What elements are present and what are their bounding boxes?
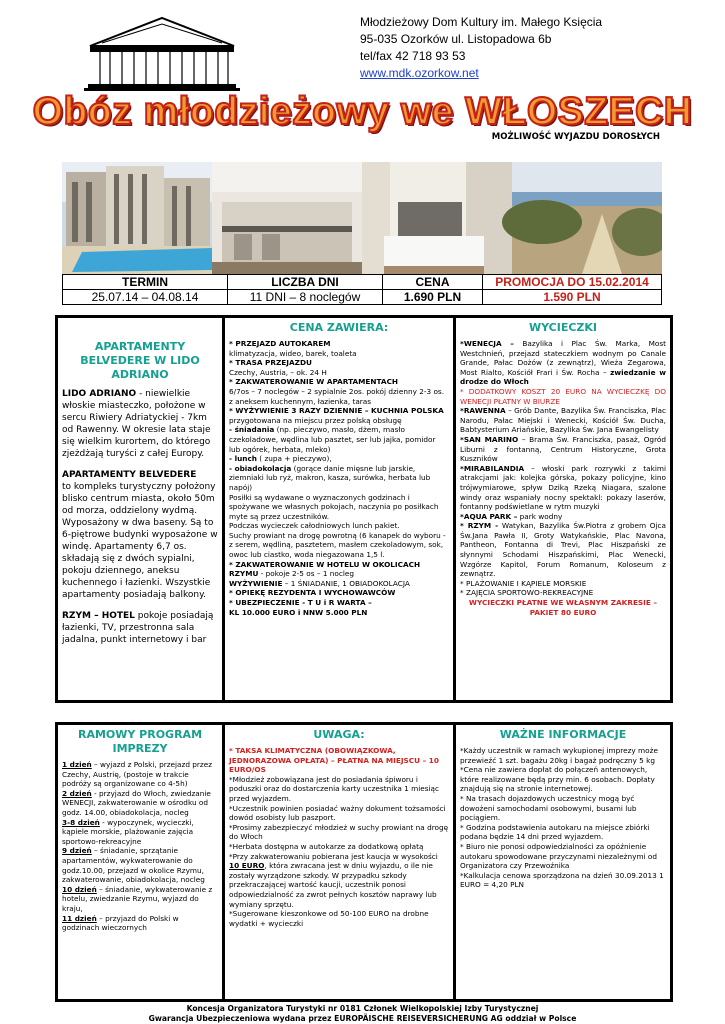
rzym-text: Watykan, Bazylika Św.Piotra z grobem Ojca Św.Jana Pawła II, Groty Watykańskie, Plac Navona, Pantheon, Fontanna di Trevi, Plac Hiszpański ze słynnymi Schodami Hiszpańskimi, Plac Wenecki, Wzgórze Kapitol, Forum Romanum, Koloseum z zewnątrz. — [460, 521, 666, 579]
info-grid-bottom — [55, 722, 673, 1002]
cena-line-text: klimatyzacja, wideo, barek, toaleta — [229, 348, 357, 358]
deposit-amount: 10 EURO — [229, 861, 265, 871]
wenecja-extra-cost: * DODATKOWY KOSZT 20 EURO NA WYCIECZKĘ DO WENECJI PŁATNY W BIURZE — [460, 386, 666, 406]
cena-line-text: ( zupa + pieczywo), — [256, 454, 332, 464]
header-promocja: PROMOCJA DO 15.02.2014 — [483, 275, 662, 290]
cena-line — [229, 493, 449, 522]
cena-section — [225, 318, 453, 700]
program-day — [62, 760, 218, 789]
uwaga-line: *Młodzież zobowiązana jest do posiadania śpiworu i poduszki oraz do dostarczenia karty uczestnika 1 miesiąc przed wyjazdem. — [229, 774, 440, 803]
wazne-section — [456, 725, 670, 999]
cena-line — [229, 521, 449, 531]
cena-value: 1.690 PLN — [383, 290, 483, 305]
climate-tax-note: * TAKSA KLIMATYCZNA (OBOWIĄZKOWA, JEDNORAZOWA OPŁATA) – PŁATNA NA MIEJSCU – 10 EURO/OS — [229, 746, 439, 775]
cena-line-text: 6/7os – 7 noclegów – 2 sypialnie 2os. pokój dzienny 2-3 os. z aneksem kuchennym, łazienka, taras — [229, 386, 445, 406]
trips-paid-note: WYCIECZKI PŁATNE WE WŁASNYM ZAKRESIE – PAKIET 80 EURO — [468, 598, 658, 617]
cena-line-bold: - obiadokolacja — [229, 463, 292, 473]
program-day-text: - wypoczynek, wycieczki, kąpiele morskie, plażowanie zajęcia sportowo-rekreacyjne — [62, 817, 194, 846]
program-title: RAMOWY PROGRAM IMPREZY — [77, 728, 203, 755]
wazne-line: *Cena nie zawiera dopłat do połączeń antenowych, które realizowane będą przy min. 6 osobach. Dopłaty znajdują się na stronie internetowej. — [460, 765, 655, 794]
cena-line-bold: - śniadania — [229, 425, 275, 435]
rzym-label: * RZYM - — [460, 521, 499, 531]
uwaga-line: *Herbata dostępna w autokarze za dodatkową opłatą — [229, 841, 424, 851]
program-day-text: – przyjazd do Polski w godzinach wieczornych — [62, 913, 179, 933]
wenecja-note: zwiedzanie w drodze do Włoch — [460, 367, 667, 387]
lido-name: LIDO ADRIANO — [62, 389, 137, 399]
cena-line — [229, 531, 449, 560]
cena-line-text: Czechy, Austria, – ok. 24 H — [229, 367, 327, 377]
mirabilandia-text: – włoski park rozrywki z takimi atrakcjami jak: kolejka górska, pokazy policyjne, kino trójwymiarowe, spływ Dziką Rzeką Niagara, szalone windy oraz wspaniały nocny spektakl: pokazy laserów, fontanny podświetlane w rytm muzyki — [460, 463, 666, 512]
cena-line-bold: * UBEZPIECZENIE - T U i R WARTA – — [229, 598, 372, 608]
header-termin: TERMIN — [63, 275, 228, 290]
cena-list — [229, 339, 449, 617]
building-logo — [84, 12, 240, 92]
deposit-text: *Przy zakwaterowaniu pobierana jest kaucja w wysokości — [229, 851, 438, 861]
cena-line-bold: * OPIEKĘ REZYDENTA I WYCHOWAWCÓW — [229, 588, 396, 598]
hotel-name: RZYM – HOTEL — [62, 611, 135, 621]
cena-line — [229, 454, 449, 464]
cena-line — [229, 377, 449, 387]
cena-line — [229, 579, 449, 589]
beach-photo — [502, 162, 662, 274]
page-title: Obóz młodzieżowy we WŁOSZECH — [32, 90, 693, 133]
cena-line-text: – 1 ŚNIADANIE, 1 OBIADOKOLACJA — [282, 578, 410, 588]
rawenna-label: *RAWENNA — [460, 406, 506, 416]
cena-line-text: Suchy prowiant na drogę powrotną (6 kanapek do wyboru - z serem, wędliną, pasztetem, masłem czekoladowym, sok, owoc lub ciastko, woda niegazowana 1,5 l. — [229, 530, 446, 560]
org-phone: tel/fax 42 718 93 53 — [360, 49, 466, 63]
cena-line — [229, 368, 449, 378]
belvedere-text: to kompleks turystyczny położony blisko centrum miasta, około 50m od morza, oddzielony wydmą. Wyposażony w dwa baseny. Są to 6-piętrowe budynki wyposażone w windę. Apartamenty 6,7 os. składają się z dwóch sypialni, pokoju dziennego, aneksu kuchennego i łazienki. Wszystkie apartamenty posiadają balkony. — [62, 482, 218, 600]
san-marino-text: – Brama Św. Franciszka, pasaż, Ogród Liburni z fontanną, Centrum Historyczne, Grota Kuszników — [460, 434, 667, 464]
deposit-text-end: , która zwracana jest w dniu wyjazdu, o ile nie zostały wyrządzone szkody. W przypadku szkody przekraczającej wartość kaucji, uczestnik ponosi odpowiedzialność za zwrot pełnych kosztów naprawy lub wymiany sprzętu. — [229, 861, 437, 909]
cena-line — [229, 560, 449, 579]
program-day — [62, 885, 218, 914]
page-subtitle: MOŻLIWOŚĆ WYJAZDU DOROSŁYCH — [491, 132, 660, 142]
cena-line-bold: - lunch — [229, 454, 257, 464]
program-day-label: 1 dzień — [62, 760, 92, 769]
cena-line-bold: WYŻYWIENIE — [229, 578, 283, 588]
cena-line-text: - pokoje 2-5 os – 1 nocleg — [258, 569, 355, 579]
wazne-line: * Godzina podstawienia autokaru na miejsce zbiórki podana będzie 14 dni przed wyjazdem. — [460, 822, 650, 842]
beach-item: * PLAŻOWANIE I KĄPIELE MORSKIE — [460, 578, 587, 588]
org-name: Młodzieżowy Dom Kultury im. Małego Księcia — [360, 15, 603, 29]
cena-line-bold: * WYŻYWIENIE 3 RAZY DZIENNIE – KUCHNIA POLSKA — [229, 406, 444, 416]
cena-line — [229, 349, 449, 359]
contact-info — [360, 14, 602, 82]
cena-line-bold: KL 10.000 EURO i NNW 5.000 PLN — [229, 607, 368, 617]
program-day — [62, 789, 218, 818]
uwaga-line: *Uczestnik powinien posiadać ważny dokument tożsamości dowód osobisty lub paszport. — [229, 803, 446, 823]
promocja-value: 1.590 PLN — [483, 290, 662, 305]
program-day — [62, 914, 218, 933]
program-day — [62, 818, 218, 847]
cena-line — [229, 425, 449, 454]
term-table-row — [63, 290, 662, 305]
header-cena: CENA — [383, 275, 483, 290]
kitchen-photo — [212, 162, 362, 274]
program-day — [62, 846, 218, 884]
uwaga-line: *Sugerowane kieszonkowe od 50-100 EURO na drobne wydatki + wycieczki — [229, 909, 429, 928]
wycieczki-title: WYCIECZKI — [528, 321, 598, 334]
cena-line-text: Podczas wycieczek całodniowych lunch pakiet. — [229, 521, 400, 531]
program-day-text: – śniadanie, wykwaterowanie z hotelu, zwiedzanie Rzymu, wyjazd do kraju, — [62, 884, 213, 913]
program-day-text: - przyjazd do Włoch, zwiedzanie WENECJI, zakwaterowanie w ośrodku od godz. 14.00, obiadokolacja, nocleg — [62, 788, 211, 817]
sports-item: * ZAJĘCIA SPORTOWO-REKREACYJNE — [460, 588, 594, 598]
program-day-text: – wyjazd z Polski, przejazd przez Czechy, Austrię, (postoje w trakcie podróży są organizowane co 4-5h) — [62, 760, 213, 789]
footer-line-1: Koncesja Organizatora Turystyki nr 0181 Członek Wielkopolskiej Izby Turystycznej — [186, 1004, 539, 1013]
hotel-text: pokoje posiadają łazienki, TV, przestronna sala jadalna, punkt internetowy i bar — [62, 611, 214, 645]
wenecja-label: *WENECJA – — [460, 339, 514, 348]
program-section — [58, 725, 222, 999]
uwaga-section — [225, 725, 453, 999]
apartments-title: APARTAMENTY BELVEDERE W LIDO ADRIANO — [80, 340, 200, 381]
wenecja-text: Bazylika i Plac Św. Marka, Most Westchnień, przejazd stateczkiem wodnym po Canale Grande, Pałac Dożów (z zewnątrz), Wieża Zegarowa, Most Rialto, Kościół Frari i Św. Rocha – — [460, 339, 666, 377]
apartments-section — [58, 318, 222, 700]
wycieczki-section — [456, 318, 670, 700]
belvedere-name: APARTAMENTY BELVEDERE — [62, 470, 197, 480]
cena-line — [229, 406, 449, 425]
wazne-line: * Na trasach dojazdowych uczestnicy mogą być dowożeni samochodami osobowymi, busami lub pociągiem. — [460, 793, 637, 823]
cena-line — [229, 608, 449, 618]
cena-line-text: przygotowana na miejscu przez polską obsługę — [229, 415, 402, 425]
cena-line — [229, 387, 449, 406]
cena-line-bold: * ZAKWATEROWANIE W HOTELU W OKOLICACH RZYMU — [229, 559, 421, 579]
header-liczba-dni: LICZBA DNI — [228, 275, 383, 290]
cena-line-bold: * PRZEJAZD AUTOKAREM — [229, 339, 331, 348]
program-day-label: 3-8 dzień — [62, 817, 100, 827]
wazne-title: WAŻNE INFORMACJE — [499, 728, 627, 741]
program-day-label: 2 dzień — [62, 788, 92, 798]
footer-line-2: Gwarancja Ubezpieczeniowa wydana przez EUROPÄISCHE REISEVERSICHERUNG AG oddział w Polsce — [148, 1014, 577, 1023]
wazne-line: *Każdy uczestnik w ramach wykupionej imprezy może przewieźć 1 szt. bagażu 20kg i bagaż podręczny 5 kg — [460, 746, 658, 765]
bedroom-photo — [362, 162, 512, 274]
termin-value: 25.07.14 – 04.08.14 — [63, 290, 228, 305]
term-table — [62, 274, 662, 305]
aqua-park-text: park wodny — [517, 511, 563, 521]
wazne-line: * Biuro nie ponosi odpowiedzialności za opóźnienie autokaru spowodowane przyczynami niezależnymi od Organizatora czy Przewoźnika — [460, 841, 658, 871]
cena-line — [229, 339, 449, 349]
program-day-label: 10 dzień — [62, 884, 97, 894]
photo-strip — [62, 162, 662, 274]
cena-line-text: Posiłki są wydawane o wyznaczonych godzinach i spożywane we własnych pokojach, naczynia po posiłkach myte są przez uczestników. — [229, 492, 439, 521]
program-list — [62, 760, 218, 933]
rawenna-text: – Grób Dante, Bazylika Św. Franciszka, Plac Narodu, Pałac Miejski i Wenecki, Kościół Św. Ducha, Babtysterium Ariańskie, Bazylika Św. Jana Ewangelisty — [460, 406, 666, 435]
wazne-line: *Kalkulacja cenowa sporządzona na dzień 30.09.2013 1 EURO = 4,20 PLN — [460, 870, 664, 890]
uwaga-line: *Prosimy zabezpieczyć młodzież w suchy prowiant na drogę do Włoch — [229, 822, 449, 842]
term-table-header-row — [63, 275, 662, 290]
cena-line-bold: * ZAKWATEROWANIE W APARTAMENTACH — [229, 377, 399, 387]
lido-text: - niewielkie włoskie miasteczko, położone w sercu Riwiery Adriatyckiej - 7km od Rawenny. W okresie lata staje się wielkim kurortem, do którego zjeżdżają turyści z całej Europy. — [62, 389, 211, 459]
cena-title: CENA ZAWIERA: — [289, 321, 389, 334]
program-day-label: 11 dzień — [62, 913, 97, 923]
org-address: 95-035 Ozorków ul. Listopadowa 6b — [360, 32, 552, 46]
aqua-park-label: *AQUA PARK – — [460, 511, 518, 521]
program-day-text: – śniadanie, sprzątanie apartamentów, wykwaterowanie do godz.10.00, przejazd w okolice Rzymu, zakwaterowanie, obiadokolacja, nocleg — [62, 846, 205, 885]
program-day-label: 9 dzień — [62, 846, 92, 856]
cena-line — [229, 358, 449, 368]
footer — [0, 1004, 725, 1024]
mirabilandia-label: *MIRABILANDIA — [460, 463, 525, 473]
uwaga-title: UWAGA: — [313, 728, 365, 741]
san-marino-label: *SAN MARINO — [460, 434, 519, 444]
cena-line — [229, 598, 449, 608]
cena-line — [229, 464, 449, 493]
pool-photo — [62, 162, 212, 274]
cena-line — [229, 588, 449, 598]
liczba-dni-value: 11 DNI – 8 noclegów — [228, 290, 383, 305]
cena-line-text: (np. pieczywo, masło, dżem, masło czekoladowe, wędlina lub pasztet, ser lub jajka, pomidor lub ogórek, herbata, mleko) — [229, 425, 436, 454]
website-link[interactable]: www.mdk.ozorkow.net — [360, 66, 479, 80]
info-grid-top — [55, 315, 673, 703]
cena-line-text: (gorące danie mięsne lub jarskie, ziemniaki lub ryż, makron, kasza, surówka, herbata lub napój) — [229, 463, 431, 492]
cena-line-bold: * TRASA PRZEJAZDU — [229, 358, 312, 368]
